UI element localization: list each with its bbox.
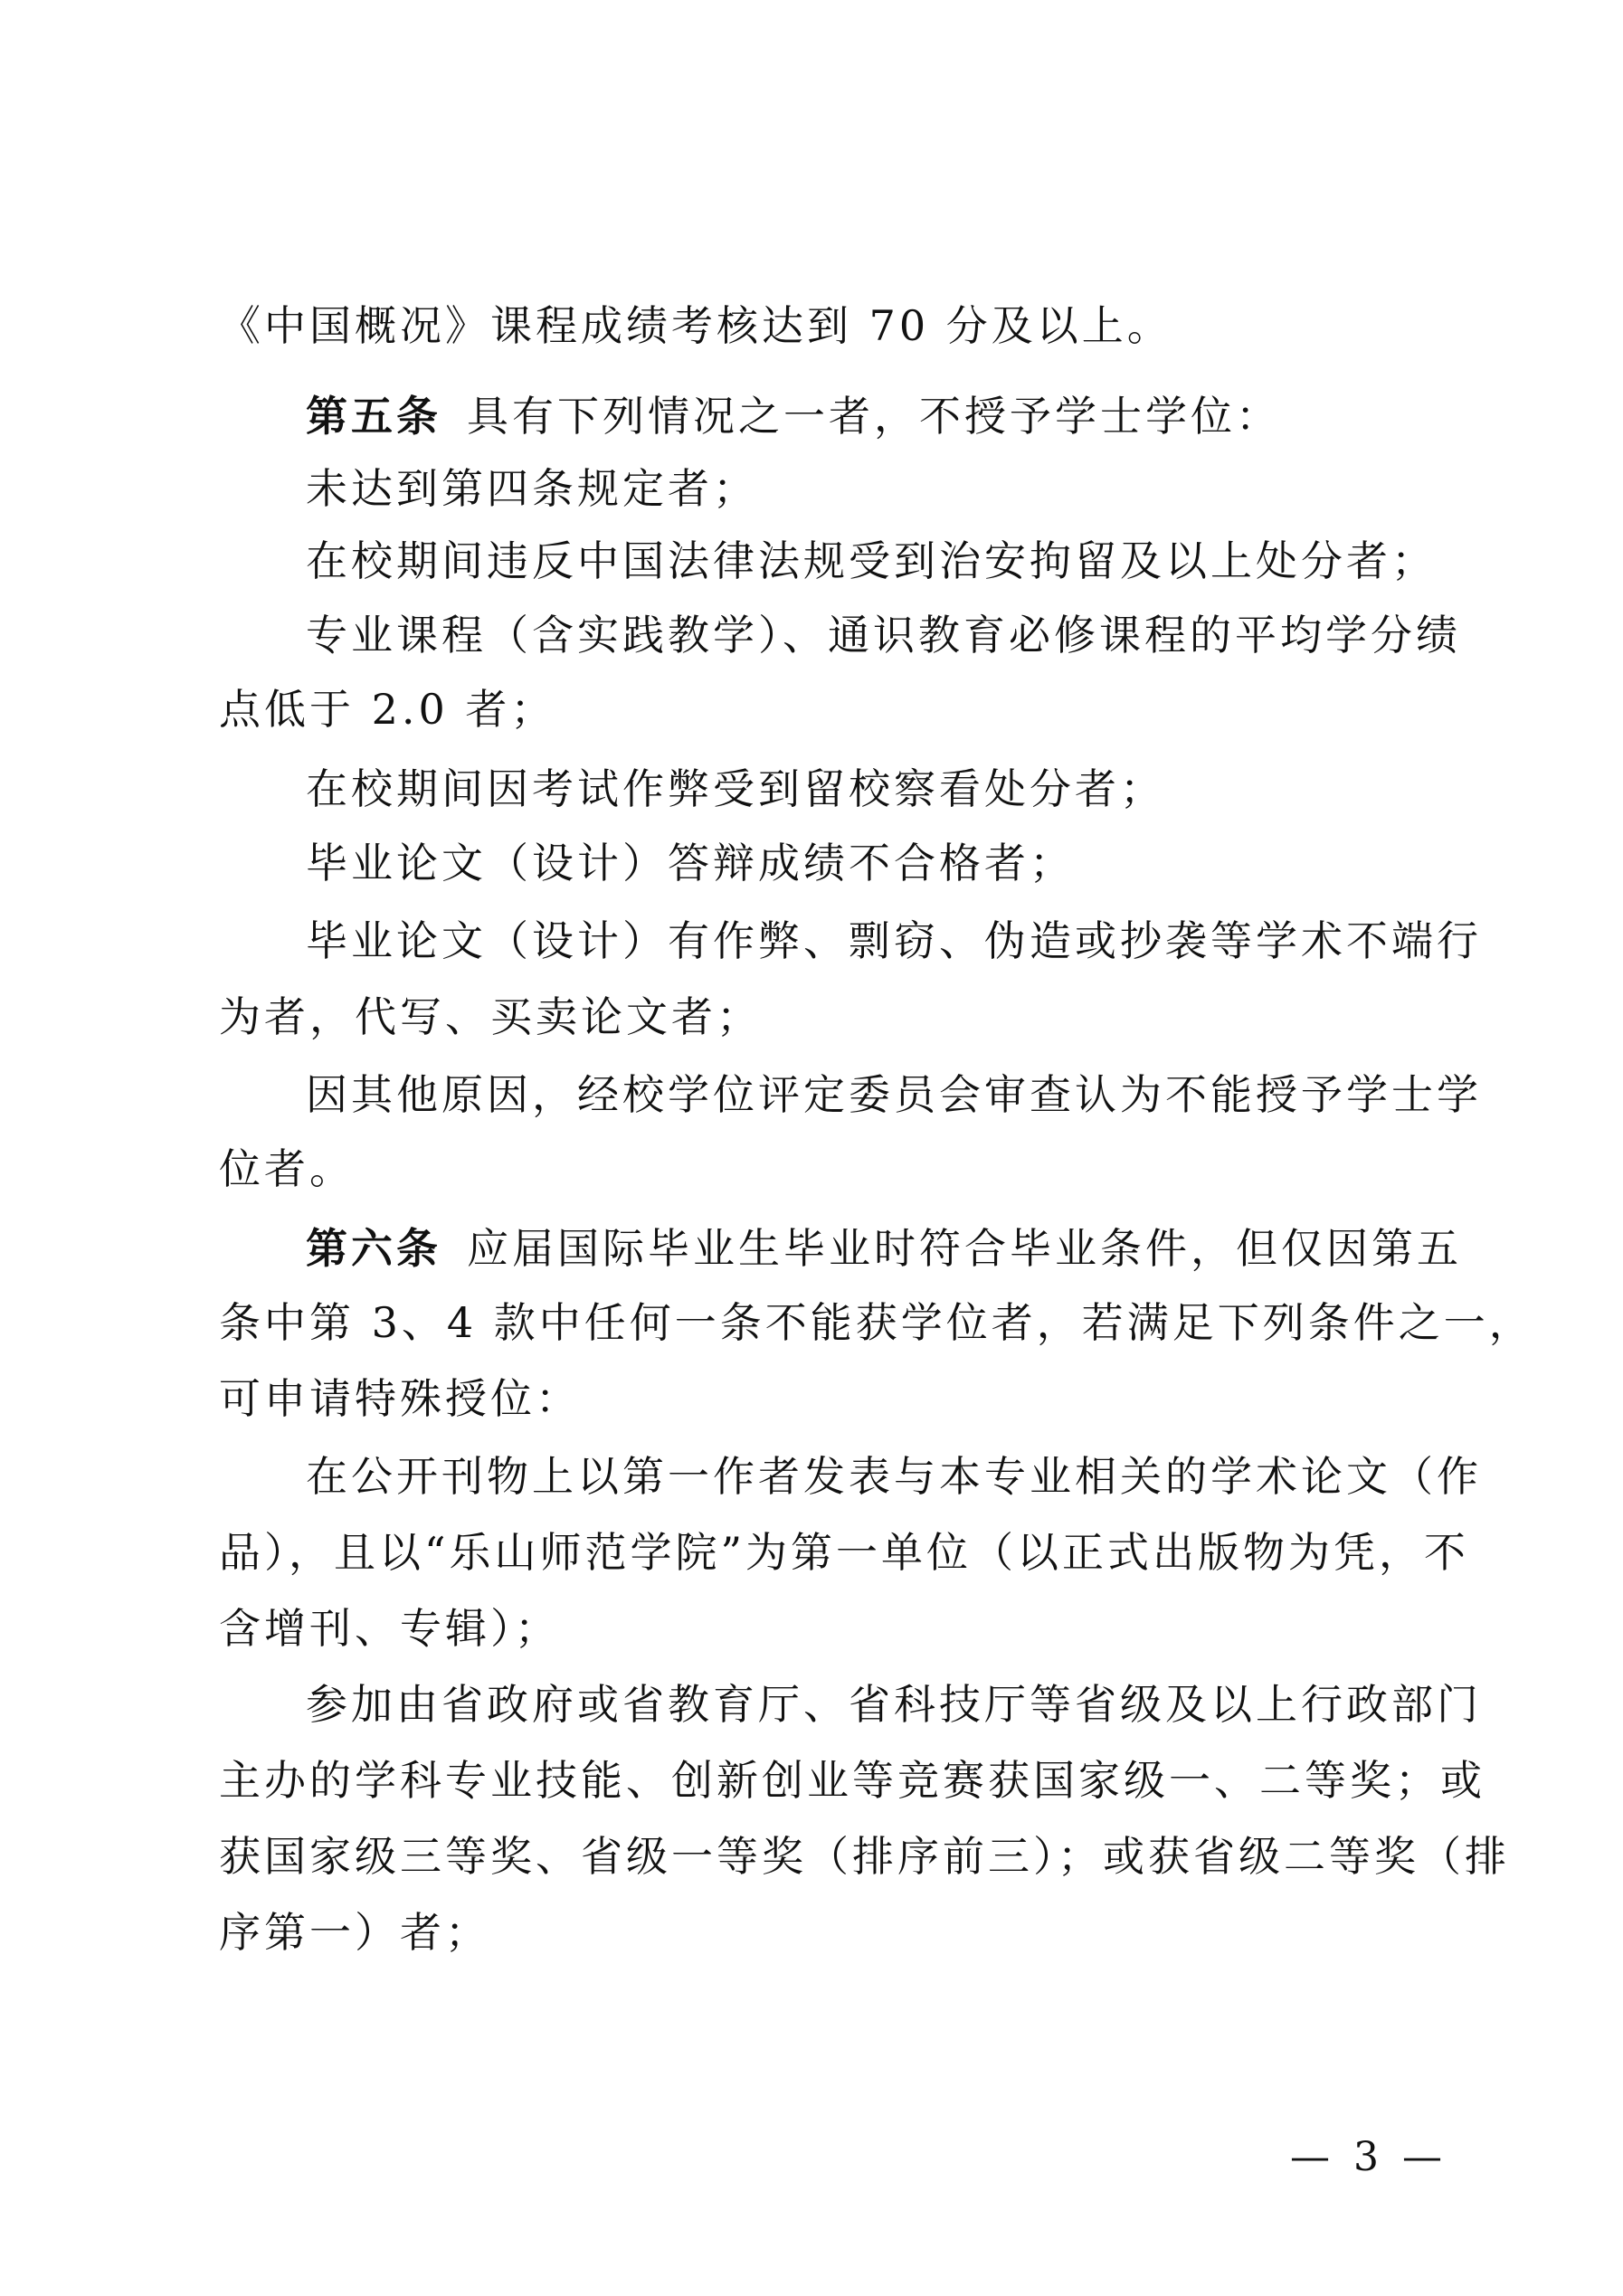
text-line: 品），且以“乐山师范学院”为第一单位（以正式出版物为凭，不	[219, 1528, 1470, 1577]
article-6-heading-line	[306, 1210, 1462, 1286]
text-span: 具有下列情况之一者，不授予学士学位：	[467, 392, 1281, 441]
article-label: 第六条	[306, 1224, 441, 1273]
text-line: 毕业论文（设计）答辩成绩不合格者；	[306, 839, 1075, 887]
text-line: 条中第 3、4 款中任何一条不能获学位者，若满足下列条件之一，	[219, 1298, 1534, 1347]
text-line: 含增刊、专辑）；	[219, 1604, 560, 1653]
text-line: 因其他原因，经校学位评定委员会审查认为不能授予学士学	[306, 1070, 1482, 1119]
page-number: — 3 —	[1290, 2134, 1447, 2180]
text-line: 点低于 2.0 者；	[219, 685, 556, 734]
text-line: 参加由省政府或省教育厅、省科技厅等省级及以上行政部门	[306, 1680, 1482, 1729]
text-line: 在校期间违反中国法律法规受到治安拘留及以上处分者；	[306, 536, 1437, 585]
text-line: 获国家级三等奖、省级一等奖（排序前三）；或获省级二等奖（排	[219, 1832, 1510, 1881]
text-line: 可申请特殊授位：	[219, 1374, 581, 1423]
text-span: 应届国际毕业生毕业时符合毕业条件，但仅因第五	[467, 1224, 1462, 1273]
text-line: 为者，代写、买卖论文者；	[219, 992, 762, 1041]
text-line: 在校期间因考试作弊受到留校察看处分者；	[306, 764, 1165, 813]
text-line: 主办的学科专业技能、创新创业等竞赛获国家级一、二等奖；或	[219, 1756, 1485, 1805]
text-line: 毕业论文（设计）有作弊、剽窃、伪造或抄袭等学术不端行	[306, 916, 1482, 965]
text-line: 专业课程（含实践教学）、通识教育必修课程的平均学分绩	[306, 611, 1461, 659]
text-line: 未达到第四条规定者；	[306, 464, 758, 513]
article-label: 第五条	[306, 392, 441, 441]
text-line: 序第一）者；	[219, 1908, 490, 1957]
text-line: 在公开刊物上以第一作者发表与本专业相关的学术论文（作	[306, 1452, 1482, 1501]
text-line: 《中国概况》课程成绩考核达到 70 分及以上。	[219, 301, 1172, 350]
text-line: 位者。	[219, 1144, 355, 1193]
article-5-heading-line	[306, 378, 1440, 454]
